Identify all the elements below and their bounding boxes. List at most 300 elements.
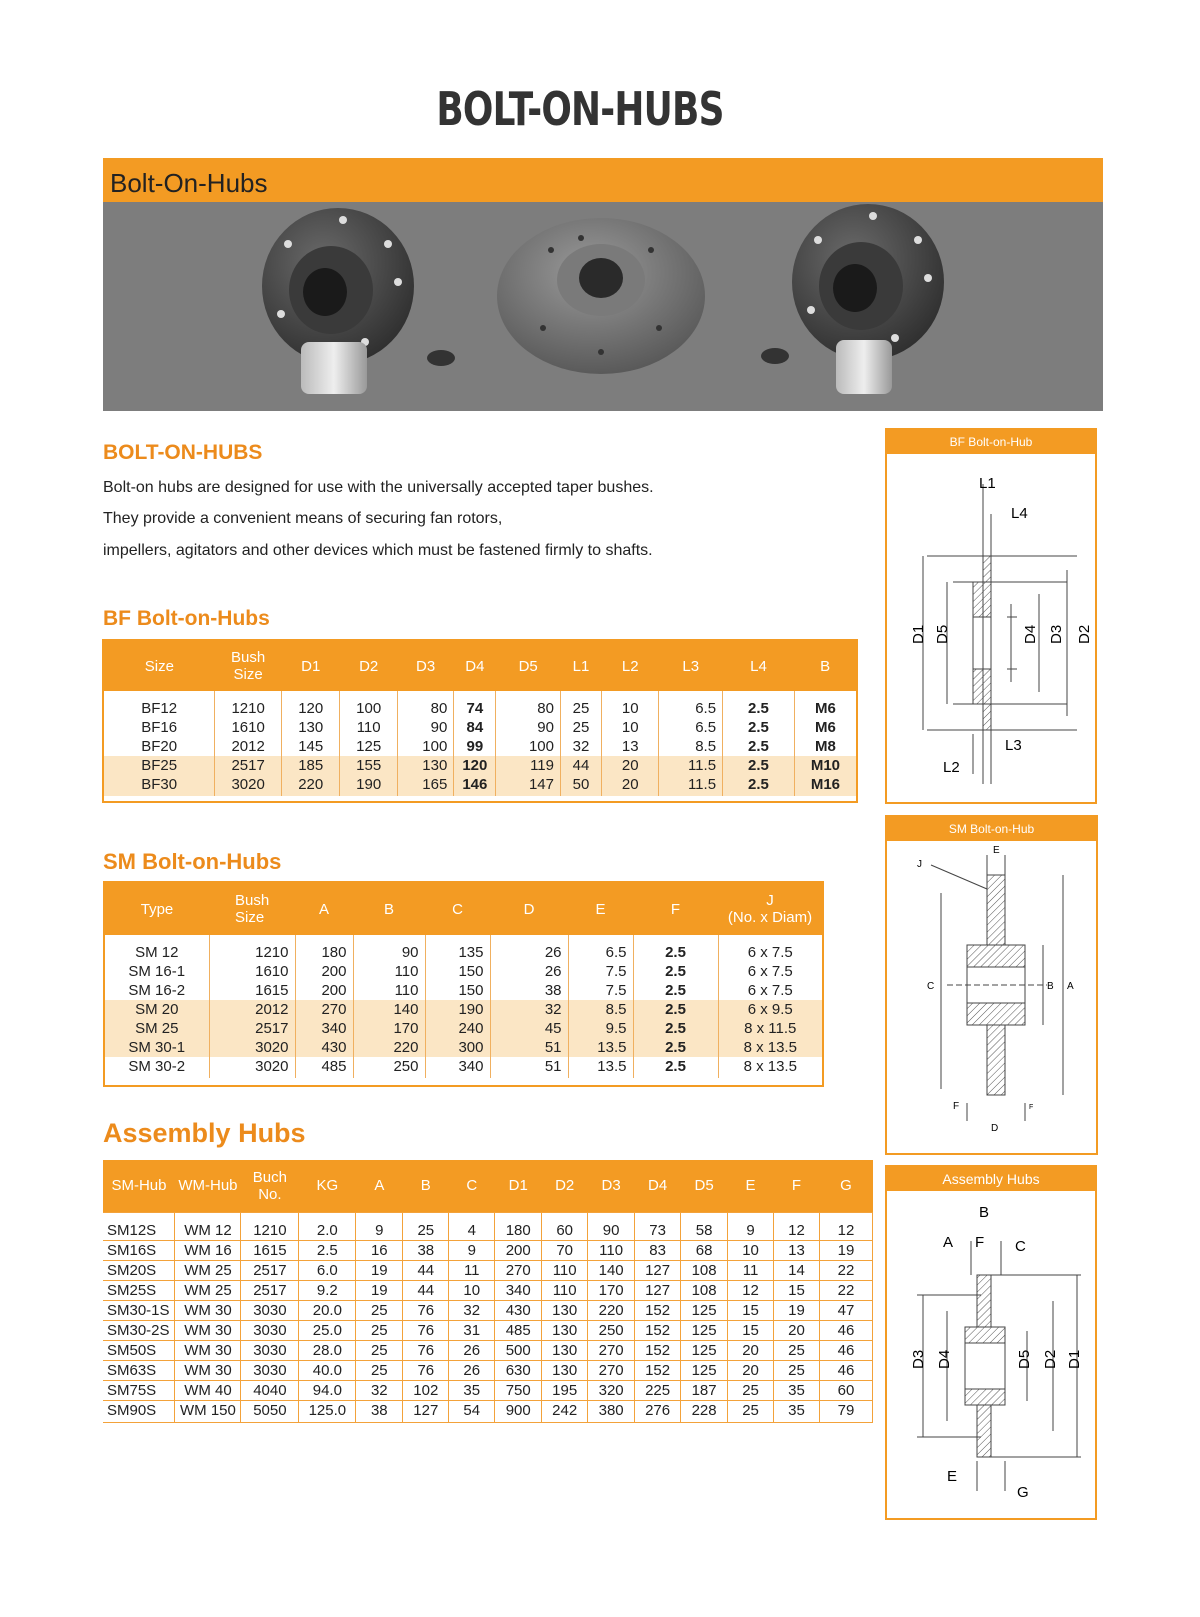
bf-diagram bbox=[887, 454, 1095, 802]
sm-cell: SM 16-1 bbox=[128, 963, 186, 980]
asm-cell: 485 bbox=[495, 1320, 542, 1340]
sm-cell: 8.5 bbox=[568, 1000, 633, 1019]
product-photo bbox=[103, 202, 1103, 411]
bf-cell: 20 bbox=[602, 775, 659, 796]
asm-cell: 195 bbox=[542, 1380, 588, 1400]
bf-cell: 11.5 bbox=[659, 756, 723, 775]
bf-header-l2: L2 bbox=[602, 641, 659, 691]
sm-cell: 110 bbox=[353, 962, 425, 981]
asm-cell: 79 bbox=[819, 1400, 872, 1422]
sm-cell: 26 bbox=[490, 935, 568, 962]
bf-label-d1: D1 bbox=[910, 624, 927, 644]
asm-cell: 25 bbox=[774, 1360, 820, 1380]
bf-header-d5: D5 bbox=[496, 641, 561, 691]
bf-cell: 2012 bbox=[215, 737, 282, 756]
sm-header-type: Type bbox=[105, 883, 209, 935]
bf-cell: 130 bbox=[281, 718, 339, 737]
sm-cell: 340 bbox=[425, 1057, 490, 1078]
asm-cell: 38 bbox=[403, 1240, 449, 1260]
sm-cell: 340 bbox=[295, 1019, 353, 1038]
asm-cell: 4 bbox=[449, 1212, 495, 1240]
asm-cell: 76 bbox=[403, 1360, 449, 1380]
asm-cell: 25 bbox=[403, 1212, 449, 1240]
sm-cell: 150 bbox=[425, 981, 490, 1000]
sm-cell: 2.5 bbox=[633, 1038, 718, 1057]
bf-label-l2: L2 bbox=[943, 759, 960, 776]
sm-diagram bbox=[887, 841, 1096, 1153]
bf-cell: 2.5 bbox=[723, 756, 795, 775]
sm-cell: 135 bbox=[425, 935, 490, 962]
asm-cell: 4040 bbox=[241, 1380, 299, 1400]
bf-cell: 2.5 bbox=[723, 737, 795, 756]
asm-cell: 28.0 bbox=[299, 1340, 356, 1360]
asm-header-g: G bbox=[819, 1160, 872, 1212]
sm-cell: 6 x 7.5 bbox=[718, 981, 822, 1000]
asm-cell: 46 bbox=[819, 1320, 872, 1340]
asm-diagram bbox=[887, 1191, 1095, 1518]
bf-diagram-title: BF Bolt-on-Hub bbox=[887, 430, 1095, 454]
sm-table-row bbox=[105, 1000, 822, 1019]
bf-header-d4: D4 bbox=[454, 641, 496, 691]
asm-cell: 11 bbox=[728, 1260, 774, 1280]
asm-cell: 152 bbox=[635, 1320, 681, 1340]
sm-table-row bbox=[105, 981, 822, 1000]
sm-header-d: D bbox=[490, 883, 568, 935]
asm-label-f: F bbox=[975, 1234, 985, 1251]
sm-cell: 240 bbox=[425, 1019, 490, 1038]
asm-cell: 22 bbox=[819, 1260, 872, 1280]
asm-table-row bbox=[103, 1360, 873, 1380]
asm-cell: 127 bbox=[635, 1260, 681, 1280]
asm-cell: 225 bbox=[635, 1380, 681, 1400]
asm-table-row bbox=[103, 1400, 873, 1422]
bf-cell: 74 bbox=[454, 691, 496, 718]
asm-cell: 35 bbox=[774, 1400, 820, 1422]
bf-cell: BF25 bbox=[104, 756, 215, 775]
asm-cell: WM 25 bbox=[175, 1260, 241, 1280]
asm-table-row bbox=[103, 1340, 873, 1360]
sm-header-j bbox=[718, 883, 822, 935]
asm-cell: 35 bbox=[449, 1380, 495, 1400]
sm-cell: 26 bbox=[490, 962, 568, 981]
asm-table-row bbox=[103, 1260, 873, 1280]
asm-cell: 270 bbox=[588, 1340, 635, 1360]
asm-table-row bbox=[103, 1320, 873, 1340]
asm-cell: 83 bbox=[635, 1240, 681, 1260]
asm-cell: 94.0 bbox=[299, 1380, 356, 1400]
asm-cell: 187 bbox=[681, 1380, 728, 1400]
asm-cell: SM50S bbox=[103, 1340, 175, 1360]
sm-cell: 170 bbox=[353, 1019, 425, 1038]
sm-cell: 200 bbox=[295, 962, 353, 981]
sm-label-f-right: F bbox=[1029, 1104, 1034, 1111]
sm-table-row bbox=[105, 935, 822, 962]
asm-cell: 12 bbox=[774, 1212, 820, 1240]
bf-cell: 110 bbox=[340, 718, 397, 737]
asm-cell: 76 bbox=[403, 1300, 449, 1320]
sm-heading: SM Bolt-on-Hubs bbox=[103, 849, 282, 874]
asm-cell: WM 30 bbox=[175, 1360, 241, 1380]
sm-cell: 8 x 11.5 bbox=[718, 1019, 822, 1038]
asm-cell: 68 bbox=[681, 1240, 728, 1260]
sm-header-j-sub: (No. x Diam) bbox=[727, 909, 813, 926]
asm-cell: 152 bbox=[635, 1340, 681, 1360]
asm-cell: 152 bbox=[635, 1300, 681, 1320]
asm-cell: 15 bbox=[728, 1300, 774, 1320]
asm-cell: WM 16 bbox=[175, 1240, 241, 1260]
asm-cell: 15 bbox=[774, 1280, 820, 1300]
sm-header-b: B bbox=[353, 883, 425, 935]
asm-cell: 900 bbox=[495, 1400, 542, 1422]
banner-label: Bolt-On-Hubs bbox=[110, 168, 268, 198]
sm-cell: 430 bbox=[295, 1038, 353, 1057]
sm-diagram-panel bbox=[885, 815, 1098, 1155]
intro-heading: BOLT-ON-HUBS bbox=[103, 441, 263, 464]
asm-cell: 170 bbox=[588, 1280, 635, 1300]
sm-cell: SM 30-2 bbox=[128, 1058, 186, 1075]
bf-cell: 155 bbox=[340, 756, 397, 775]
asm-cell: 44 bbox=[403, 1280, 449, 1300]
bf-header-bush-size: Bush Size bbox=[215, 641, 282, 691]
asm-label-b: B bbox=[979, 1204, 990, 1221]
asm-cell: 320 bbox=[588, 1380, 635, 1400]
asm-cell: 340 bbox=[495, 1280, 542, 1300]
asm-cell: SM30-2S bbox=[103, 1320, 175, 1340]
asm-cell: 242 bbox=[542, 1400, 588, 1422]
sm-cell: 180 bbox=[295, 935, 353, 962]
asm-cell: 270 bbox=[588, 1360, 635, 1380]
sm-cell: 485 bbox=[295, 1057, 353, 1078]
asm-cell: 2517 bbox=[241, 1260, 299, 1280]
asm-cell: 102 bbox=[403, 1380, 449, 1400]
bf-table bbox=[104, 641, 856, 796]
bf-cell: 8.5 bbox=[659, 737, 723, 756]
bf-header-l4: L4 bbox=[723, 641, 795, 691]
asm-cell: 10 bbox=[728, 1240, 774, 1260]
asm-header-buch-no: Buch No. bbox=[241, 1160, 299, 1212]
sm-cell: 51 bbox=[490, 1038, 568, 1057]
asm-header-kg: KG bbox=[299, 1160, 356, 1212]
sm-cell: 300 bbox=[425, 1038, 490, 1057]
asm-cell: 20.0 bbox=[299, 1300, 356, 1320]
asm-cell: 19 bbox=[356, 1280, 403, 1300]
asm-header-d3: D3 bbox=[588, 1160, 635, 1212]
asm-cell: 26 bbox=[449, 1360, 495, 1380]
bf-cell: 2.5 bbox=[723, 775, 795, 796]
asm-cell: SM20S bbox=[103, 1260, 175, 1280]
asm-label-e: E bbox=[947, 1468, 958, 1485]
sm-cell: 32 bbox=[490, 1000, 568, 1019]
asm-cell: 130 bbox=[542, 1340, 588, 1360]
asm-header-sm-hub: SM-Hub bbox=[103, 1160, 175, 1212]
asm-cell: 35 bbox=[774, 1380, 820, 1400]
asm-cell: 58 bbox=[681, 1212, 728, 1240]
sm-cell: SM 25 bbox=[105, 1019, 209, 1038]
asm-cell: 130 bbox=[542, 1300, 588, 1320]
banner-bar bbox=[103, 158, 1103, 202]
sm-cell: 2.5 bbox=[633, 1000, 718, 1019]
sm-cell: 2.5 bbox=[633, 1019, 718, 1038]
asm-diagram-title: Assembly Hubs bbox=[887, 1167, 1095, 1191]
asm-cell: WM 30 bbox=[175, 1340, 241, 1360]
bf-cell: 147 bbox=[496, 775, 561, 796]
bf-cell: 80 bbox=[397, 691, 453, 718]
asm-cell: 76 bbox=[403, 1320, 449, 1340]
bf-cell: 50 bbox=[560, 775, 601, 796]
asm-cell: 130 bbox=[542, 1320, 588, 1340]
bf-cell: 3020 bbox=[215, 775, 282, 796]
asm-cell: 11 bbox=[449, 1260, 495, 1280]
bf-cell: 10 bbox=[602, 718, 659, 737]
bf-cell: 25 bbox=[560, 691, 601, 718]
sm-cell: 38 bbox=[490, 981, 568, 1000]
asm-cell: 25.0 bbox=[299, 1320, 356, 1340]
asm-cell: 19 bbox=[356, 1260, 403, 1280]
asm-cell: SM75S bbox=[103, 1380, 175, 1400]
asm-cell: 2.5 bbox=[299, 1240, 356, 1260]
asm-cell: 38 bbox=[356, 1400, 403, 1422]
bf-cell: 32 bbox=[560, 737, 601, 756]
asm-header-d4: D4 bbox=[635, 1160, 681, 1212]
sm-cell: 90 bbox=[353, 935, 425, 962]
asm-cell: 9 bbox=[728, 1212, 774, 1240]
sm-cell: 2012 bbox=[209, 1000, 295, 1019]
bf-cell: 2.5 bbox=[723, 691, 795, 718]
asm-cell: 3030 bbox=[241, 1300, 299, 1320]
bf-header-l3: L3 bbox=[659, 641, 723, 691]
asm-cell: 110 bbox=[542, 1260, 588, 1280]
asm-cell: 60 bbox=[819, 1380, 872, 1400]
asm-cell: 32 bbox=[449, 1300, 495, 1320]
intro-line-1: Bolt-on hubs are designed for use with the universally accepted taper bushes. bbox=[103, 479, 654, 496]
right-hub-image bbox=[761, 204, 944, 394]
sm-cell: 220 bbox=[353, 1038, 425, 1057]
bf-cell: 120 bbox=[281, 691, 339, 718]
bf-table-body bbox=[104, 691, 856, 796]
asm-cell: WM 25 bbox=[175, 1280, 241, 1300]
asm-cell: 16 bbox=[356, 1240, 403, 1260]
asm-cell: 110 bbox=[542, 1280, 588, 1300]
sm-label-a: A bbox=[1067, 981, 1074, 992]
bf-label-l1: L1 bbox=[979, 475, 996, 492]
asm-table-row bbox=[103, 1300, 873, 1320]
asm-cell: SM25S bbox=[103, 1280, 175, 1300]
asm-cell: 20 bbox=[774, 1320, 820, 1340]
asm-diagram-panel bbox=[885, 1165, 1097, 1520]
bf-cell: 100 bbox=[496, 737, 561, 756]
asm-cell: 25 bbox=[356, 1360, 403, 1380]
bf-cell: 11.5 bbox=[659, 775, 723, 796]
asm-cell: 250 bbox=[588, 1320, 635, 1340]
asm-cell: 125 bbox=[681, 1360, 728, 1380]
bf-cell: 6.5 bbox=[659, 718, 723, 737]
bf-cell: BF12 bbox=[141, 700, 178, 717]
sm-cell: 51 bbox=[490, 1057, 568, 1078]
bf-table-row bbox=[104, 691, 856, 718]
asm-cell: 127 bbox=[635, 1280, 681, 1300]
asm-cell: 140 bbox=[588, 1260, 635, 1280]
sm-label-c: C bbox=[927, 981, 935, 992]
asm-cell: 125 bbox=[681, 1300, 728, 1320]
asm-cell: 76 bbox=[403, 1340, 449, 1360]
asm-cell: 90 bbox=[588, 1212, 635, 1240]
asm-cell: 25 bbox=[356, 1300, 403, 1320]
product-banner bbox=[103, 158, 1103, 411]
bf-header-l1: L1 bbox=[560, 641, 601, 691]
bf-header-d1: D1 bbox=[281, 641, 339, 691]
bf-diagram-labels bbox=[910, 475, 1093, 776]
asm-cell: 3030 bbox=[241, 1360, 299, 1380]
asm-cell: 1615 bbox=[241, 1240, 299, 1260]
bf-cell: 220 bbox=[281, 775, 339, 796]
bf-cell: 10 bbox=[602, 691, 659, 718]
bf-cell: 2517 bbox=[215, 756, 282, 775]
sm-header-a: A bbox=[295, 883, 353, 935]
asm-cell: 180 bbox=[495, 1212, 542, 1240]
asm-label-d4: D4 bbox=[936, 1349, 953, 1369]
asm-table-row bbox=[103, 1380, 873, 1400]
sm-label-j: J bbox=[917, 859, 922, 870]
asm-cell: 430 bbox=[495, 1300, 542, 1320]
bf-header-d2: D2 bbox=[340, 641, 397, 691]
asm-cell: WM 12 bbox=[175, 1212, 241, 1240]
asm-header-b: B bbox=[403, 1160, 449, 1212]
sm-table-body bbox=[105, 935, 822, 1078]
asm-cell: 6.0 bbox=[299, 1260, 356, 1280]
bf-cell: 44 bbox=[560, 756, 601, 775]
sm-cell: 3020 bbox=[209, 1038, 295, 1057]
asm-cell: 26 bbox=[449, 1340, 495, 1360]
asm-label-d2: D2 bbox=[1042, 1349, 1059, 1369]
asm-cell: 110 bbox=[588, 1240, 635, 1260]
bf-heading: BF Bolt-on-Hubs bbox=[103, 607, 270, 630]
sm-cell: 8 x 13.5 bbox=[718, 1057, 822, 1078]
bf-table-row bbox=[104, 718, 856, 737]
asm-cell: 12 bbox=[728, 1280, 774, 1300]
asm-cell: 108 bbox=[681, 1260, 728, 1280]
asm-header-f: F bbox=[774, 1160, 820, 1212]
asm-header-e: E bbox=[728, 1160, 774, 1212]
asm-header-wm-hub: WM-Hub bbox=[175, 1160, 241, 1212]
asm-cell: 220 bbox=[588, 1300, 635, 1320]
asm-cell: 5050 bbox=[241, 1400, 299, 1422]
asm-cell: WM 30 bbox=[175, 1320, 241, 1340]
asm-label-a: A bbox=[943, 1234, 954, 1251]
left-hub-image bbox=[262, 208, 455, 394]
sm-cell: 9.5 bbox=[568, 1019, 633, 1038]
bf-cell: M8 bbox=[794, 737, 856, 756]
asm-cell: 108 bbox=[681, 1280, 728, 1300]
sm-cell: 2517 bbox=[209, 1019, 295, 1038]
sm-cell: 110 bbox=[353, 981, 425, 1000]
bf-label-d2: D2 bbox=[1076, 624, 1093, 644]
asm-cell: 270 bbox=[495, 1260, 542, 1280]
bf-header-size: Size bbox=[104, 641, 215, 691]
bf-cell: M6 bbox=[794, 718, 856, 737]
asm-cell: 31 bbox=[449, 1320, 495, 1340]
asm-cell: 47 bbox=[819, 1300, 872, 1320]
sm-table-row bbox=[105, 1057, 822, 1078]
asm-cell: 19 bbox=[819, 1240, 872, 1260]
asm-label-d3: D3 bbox=[910, 1349, 927, 1369]
asm-cell: WM 40 bbox=[175, 1380, 241, 1400]
sm-header-j-label: J bbox=[766, 892, 774, 909]
asm-cell: 22 bbox=[819, 1280, 872, 1300]
sm-table-row bbox=[105, 962, 822, 981]
sm-header-c: C bbox=[425, 883, 490, 935]
bf-cell: 1610 bbox=[215, 718, 282, 737]
bf-table-row bbox=[104, 737, 856, 756]
asm-cell: 25 bbox=[774, 1340, 820, 1360]
bf-table-row bbox=[104, 756, 856, 775]
asm-cell: 20 bbox=[728, 1340, 774, 1360]
asm-cell: 32 bbox=[356, 1380, 403, 1400]
sm-cell: 3020 bbox=[209, 1057, 295, 1078]
asm-cell: 130 bbox=[542, 1360, 588, 1380]
asm-cell: 200 bbox=[495, 1240, 542, 1260]
sm-cell: 1210 bbox=[209, 935, 295, 962]
sm-cell: SM 30-1 bbox=[105, 1038, 209, 1057]
bf-label-l3: L3 bbox=[1005, 737, 1022, 754]
sm-table bbox=[105, 883, 822, 1078]
sm-cell: 150 bbox=[425, 962, 490, 981]
asm-cell: 19 bbox=[774, 1300, 820, 1320]
asm-header-c: C bbox=[449, 1160, 495, 1212]
center-disc-image bbox=[497, 218, 705, 374]
asm-cell: 13 bbox=[774, 1240, 820, 1260]
bf-cell: 119 bbox=[496, 756, 561, 775]
asm-heading: Assembly Hubs bbox=[103, 1118, 306, 1148]
asm-cell: WM 30 bbox=[175, 1300, 241, 1320]
bf-cell: 120 bbox=[454, 756, 496, 775]
sm-cell: 6 x 7.5 bbox=[718, 935, 822, 962]
bf-cell: 146 bbox=[454, 775, 496, 796]
sm-cell: 1615 bbox=[209, 981, 295, 1000]
sm-cell: 2.5 bbox=[633, 1057, 718, 1078]
sm-cell: 7.5 bbox=[568, 962, 633, 981]
sm-cell: 2.5 bbox=[633, 935, 718, 962]
sm-label-f-left: F bbox=[953, 1101, 960, 1112]
sm-cell: 200 bbox=[295, 981, 353, 1000]
asm-cell: 2517 bbox=[241, 1280, 299, 1300]
asm-label-d1: D1 bbox=[1066, 1349, 1083, 1369]
asm-cell: 44 bbox=[403, 1260, 449, 1280]
sm-cell: 7.5 bbox=[568, 981, 633, 1000]
intro-line-3: impellers, agitators and other devices which must be fastened firmly to shafts. bbox=[103, 542, 653, 559]
asm-cell: SM63S bbox=[103, 1360, 175, 1380]
intro-line-2: They provide a convenient means of securing fan rotors, bbox=[103, 510, 503, 527]
bf-cell: 100 bbox=[397, 737, 453, 756]
sm-diagram-title: SM Bolt-on-Hub bbox=[887, 817, 1096, 841]
sm-cell: 270 bbox=[295, 1000, 353, 1019]
bf-cell: 25 bbox=[560, 718, 601, 737]
asm-table-row bbox=[103, 1280, 873, 1300]
bf-label-d4: D4 bbox=[1022, 624, 1039, 644]
bf-cell: 90 bbox=[496, 718, 561, 737]
bf-cell: 125 bbox=[340, 737, 397, 756]
asm-cell: 15 bbox=[728, 1320, 774, 1340]
asm-table-row bbox=[103, 1240, 873, 1260]
sm-header-bush-size: Bush Size bbox=[209, 883, 295, 935]
asm-cell: 3030 bbox=[241, 1340, 299, 1360]
asm-cell: 14 bbox=[774, 1260, 820, 1280]
asm-cell: 70 bbox=[542, 1240, 588, 1260]
asm-cell: SM30-1S bbox=[103, 1300, 175, 1320]
asm-cell: 152 bbox=[635, 1360, 681, 1380]
asm-cell: WM 150 bbox=[175, 1400, 241, 1422]
asm-cell: 3030 bbox=[241, 1320, 299, 1340]
bf-cell: BF16 bbox=[141, 719, 178, 736]
